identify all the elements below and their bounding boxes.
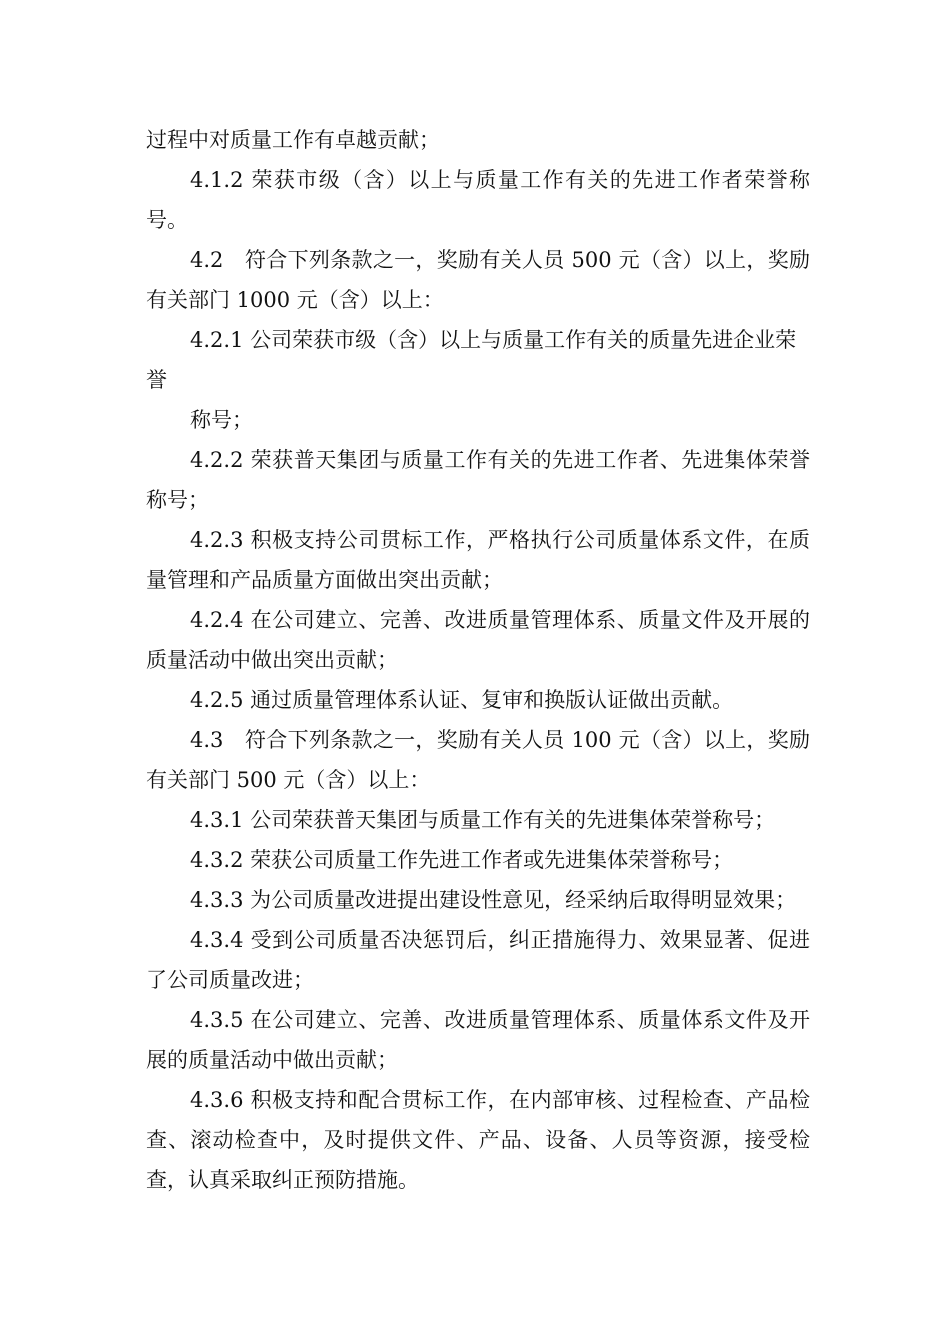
paragraph: 4.3.6 积极支持和配合贯标工作，在内部审核、过程检查、产品检查、滚动检查中，及时提供文件、产品、设备、人员等资源，接受检查，认真采取纠正预防措施。 (146, 1088, 810, 1192)
paragraph: 4.3.2 荣获公司质量工作先进工作者或先进集体荣誉称号； (190, 848, 734, 872)
paragraph: 过程中对质量工作有卓越贡献； (146, 128, 440, 152)
paragraph: 4.2.1 公司荣获市级（含）以上与质量工作有关的质量先进企业荣誉 (146, 328, 797, 392)
paragraph: 4.2 符合下列条款之一，奖励有关人员 500 元（含）以上，奖励有关部门 1000 元（含）以上： (146, 248, 810, 312)
paragraph: 4.3.5 在公司建立、完善、改进质量管理体系、质量体系文件及开展的质量活动中做出贡献； (146, 1008, 810, 1072)
paragraph: 4.3.3 为公司质量改进提出建设性意见，经采纳后取得明显效果； (190, 888, 797, 912)
paragraph: 4.3.4 受到公司质量否决惩罚后，纠正措施得力、效果显著、促进了公司质量改进； (146, 928, 810, 992)
paragraph: 4.2.2 荣获普天集团与质量工作有关的先进工作者、先进集体荣誉称号； (146, 448, 810, 512)
paragraph: 4.2.3 积极支持公司贯标工作，严格执行公司质量体系文件，在质量管理和产品质量方面做出突出贡献； (146, 528, 810, 592)
paragraph: 4.2.5 通过质量管理体系认证、复审和换版认证做出贡献。 (190, 688, 734, 712)
paragraph: 称号； (190, 408, 253, 432)
paragraph: 4.3 符合下列条款之一，奖励有关人员 100 元（含）以上，奖励有关部门 500 元（含）以上： (146, 728, 810, 792)
paragraph: 4.3.1 公司荣获普天集团与质量工作有关的先进集体荣誉称号； (190, 808, 776, 832)
paragraph: 4.2.4 在公司建立、完善、改进质量管理体系、质量文件及开展的质量活动中做出突出贡献； (146, 608, 810, 672)
document-body (146, 120, 810, 1200)
paragraph: 4.1.2 荣获市级（含）以上与质量工作有关的先进工作者荣誉称号。 (146, 168, 810, 232)
